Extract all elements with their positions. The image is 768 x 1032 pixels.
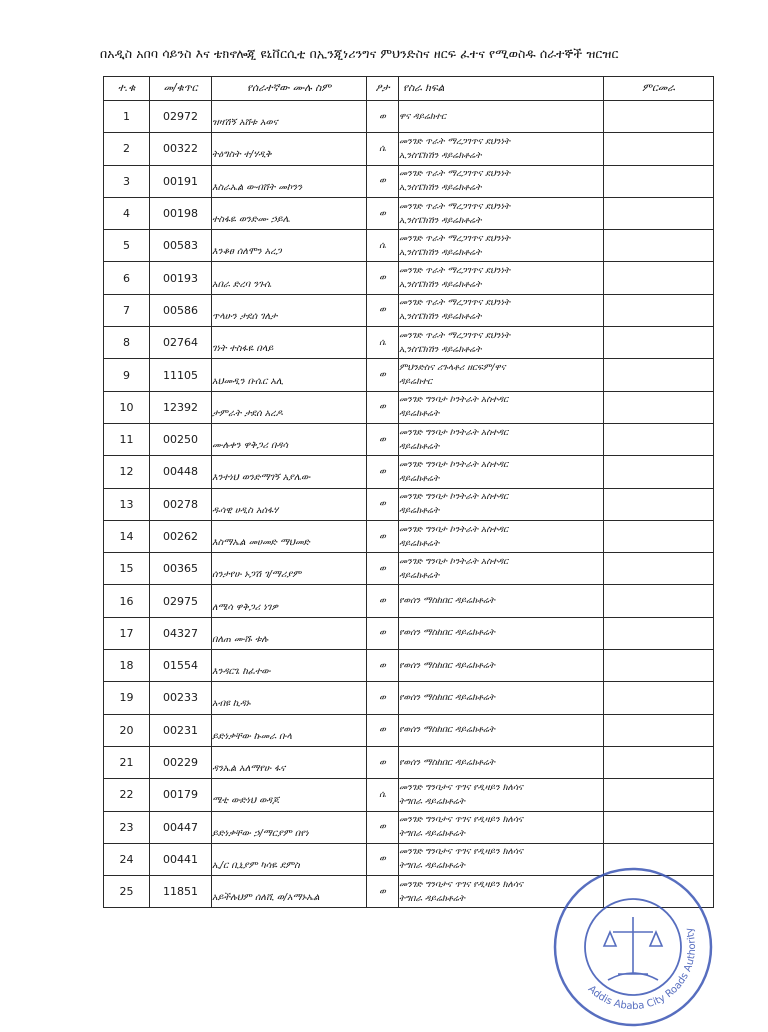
employee-code: 00365 [150,553,212,585]
row-number: 21 [104,746,150,778]
department-cell [399,585,604,617]
employee-name: አህመዲን ቡሴር አሊ [212,375,284,387]
department-line: መንገድ ግንባታ ኮንትራት አስተዳር [399,524,509,535]
table-row [104,585,714,617]
row-number: 18 [104,650,150,682]
employee-code: 00229 [150,746,212,778]
row-number: 15 [104,553,150,585]
employee-name: ገነት ተስፋዬ በላይ [212,343,274,355]
stamp-emblem-icon [604,917,662,980]
employee-sex: ወ [367,262,399,294]
employee-name-cell [212,779,367,811]
department-cell [399,197,604,229]
employee-name: አበራ ድረባ ንጉሴ [212,278,272,290]
department-cell [399,101,604,133]
department-line: ዳይሬክቶሬት [399,473,440,484]
department-line: ዳይሬክቶሬት [399,570,440,581]
row-number: 16 [104,585,150,617]
remark-cell [604,650,714,682]
employee-name: ይድነቃቸው ኃ/ማርያም በየነ [212,827,309,839]
employee-sex: ሴ [367,327,399,359]
employee-name-cell [212,488,367,520]
table-row [104,746,714,778]
department-line: መንገድ ጥራት ማረጋገጥና ደህንነት [399,201,511,212]
employee-code: 00193 [150,262,212,294]
employee-code: 11851 [150,876,212,908]
employee-name-cell [212,294,367,326]
employee-name: ኢ/ር ቢኒያም ካሳዬ ደምስ [212,859,300,871]
employee-sex: ወ [367,553,399,585]
remark-cell [604,359,714,391]
remark-cell [604,779,714,811]
employee-code: 00322 [150,133,212,165]
row-number: 2 [104,133,150,165]
remark-cell [604,585,714,617]
employee-name-cell [212,197,367,229]
employee-name: ለሜሳ ዋቅጋሪ ነገዎ [212,601,278,613]
employee-code: 00441 [150,843,212,875]
department-cell [399,359,604,391]
employee-code: 11105 [150,359,212,391]
table-row [104,262,714,294]
employee-name-cell [212,682,367,714]
department-line: ዳይሬክቶሬት [399,441,440,452]
department-line: ትግበራ ዳይሬክቶሬት [399,796,465,807]
employee-name: አይችሉህም ሰለሺ ወ/አማኑኤል [212,892,320,904]
employee-sex: ወ [367,359,399,391]
employee-code: 00250 [150,423,212,455]
row-number: 9 [104,359,150,391]
department-line: ትግበራ ዳይሬክቶሬት [399,861,465,872]
remark-cell [604,101,714,133]
department-line: መንገድ ግንባታ ኮንትራት አስተዳር [399,427,509,438]
employee-sex: ወ [367,423,399,455]
remark-cell [604,230,714,262]
employee-sex: ሴ [367,133,399,165]
department-line: የወሰን ማስከበር ዳይሬክቶሬት [399,757,496,768]
department-line: ትግበራ ዳይሬክቶሬት [399,893,465,904]
employee-code: 01554 [150,650,212,682]
department-line: መንገድ ግንባታ ኮንትራት አስተዳር [399,395,509,406]
employee-name-cell [212,456,367,488]
row-number: 5 [104,230,150,262]
department-line: የወሰን ማስከበር ዳይሬክቶሬት [399,660,496,671]
remark-cell [604,423,714,455]
department-cell [399,779,604,811]
table-row [104,327,714,359]
department-line: የወሰን ማስከበር ዳይሬክቶሬት [399,725,496,736]
row-number: 24 [104,843,150,875]
row-number: 10 [104,391,150,423]
row-number: 19 [104,682,150,714]
employee-name: ዱሳዊ ሀዲስ አሰፋሃ [212,504,279,516]
row-number: 25 [104,876,150,908]
remark-cell [604,327,714,359]
remark-cell [604,520,714,552]
employee-sex: ወ [367,682,399,714]
row-number: 23 [104,811,150,843]
table-row [104,553,714,585]
employee-name-cell [212,843,367,875]
employee-name: ታምራት ታደሰ አረዶ [212,407,283,419]
employee-sex: ወ [367,585,399,617]
department-line: የወሰን ማስከበር ዳይሬክቶሬት [399,596,496,607]
employee-name: ሰንታየሁ ኑጋሽ ገ/ማሪያም [212,569,302,581]
employee-name: ተስፋዬ ወንድሙ ኃይሌ [212,214,290,226]
employee-name-cell [212,101,367,133]
department-line: ዳይሬክተር [399,377,433,388]
employee-name-cell [212,520,367,552]
table-row [104,133,714,165]
department-line: ምህንድስና ሪጉላቶሪ ዘርፍም/ዋና [399,363,506,374]
employee-code: 02972 [150,101,212,133]
department-cell [399,520,604,552]
department-cell [399,488,604,520]
table-row [104,811,714,843]
employee-name: እስራኤል ውብሸት መኮንን [212,181,303,193]
department-line: መንገድ ጥራት ማረጋገጥና ደህንነት [399,330,511,341]
employee-sex: ወ [367,876,399,908]
table-row [104,488,714,520]
table-row [104,165,714,197]
remark-cell [604,714,714,746]
official-stamp [548,862,718,1032]
employee-name: እስማኤል መሀመድ ማህመድ [212,537,310,548]
employee-code: 00586 [150,294,212,326]
header-no: ተ.ቁ [104,77,150,101]
employee-name-cell [212,262,367,294]
remark-cell [604,811,714,843]
employee-sex: ወ [367,520,399,552]
table-row [104,197,714,229]
employee-sex: ወ [367,650,399,682]
employee-name-cell [212,133,367,165]
department-cell [399,714,604,746]
remark-cell [604,294,714,326]
employee-sex: ወ [367,391,399,423]
department-line: ዳይሬክቶሬት [399,409,440,420]
row-number: 1 [104,101,150,133]
employee-name-cell [212,359,367,391]
row-number: 8 [104,327,150,359]
employee-name: እንዳርጌ ከፈተው [212,666,271,678]
employee-name: እንተነህ ወንድማገኝ አያሌው [212,472,311,484]
department-line: መንገድ ግንባታና ጥገና የዲዛይን ክለሳና [399,847,523,858]
employee-sex: ወ [367,843,399,875]
stamp-ring-text: Addis Ababa City Roads Authority [585,926,699,1013]
header-code: መ/ቁጥር [150,77,212,101]
table-row [104,779,714,811]
row-number: 4 [104,197,150,229]
department-cell [399,230,604,262]
department-cell [399,423,604,455]
department-line: ዳይሬክቶሬት [399,506,440,517]
employee-name-cell [212,876,367,908]
department-line: ኢንስፔክሽን ዳይሬክቶሬት [399,312,482,323]
department-line: ትግበራ ዳይሬክቶሬት [399,829,465,840]
remark-cell [604,391,714,423]
department-line: ኢንስፔክሽን ዳይሬክቶሬት [399,183,482,194]
table-row [104,294,714,326]
employee-name-cell [212,617,367,649]
employee-code: 00262 [150,520,212,552]
department-cell [399,553,604,585]
department-line: መንገድ ግንባታና ጥገና የዲዛይን ክለሳና [399,815,523,826]
remark-cell [604,682,714,714]
employee-sex: ወ [367,811,399,843]
department-cell [399,650,604,682]
employee-name: ጥላሁን ታደሰ ገለታ [212,310,278,322]
employee-sex: ወ [367,294,399,326]
department-line: የወሰን ማስከበር ዳይሬክቶሬት [399,628,496,639]
row-number: 12 [104,456,150,488]
table-row [104,650,714,682]
employee-table [103,76,714,908]
department-line: ኢንስፔክሽን ዳይሬክቶሬት [399,247,482,258]
department-cell [399,391,604,423]
employee-code: 02975 [150,585,212,617]
department-line: የወሰን ማስከበር ዳይሬክቶሬት [399,692,496,703]
header-sex: ፆታ [367,77,399,101]
employee-sex: ወ [367,197,399,229]
department-line: መንገድ ጥራት ማረጋገጥና ደህንነት [399,266,511,277]
employee-name: ዳንኤል አለማየሁ ፋና [212,763,286,775]
remark-cell [604,456,714,488]
table-body [104,101,714,908]
department-cell [399,165,604,197]
department-cell [399,746,604,778]
row-number: 11 [104,423,150,455]
employee-name-cell [212,327,367,359]
employee-name: በለጠ ሙሹ ቱሉ [212,633,269,645]
row-number: 14 [104,520,150,552]
employee-name-cell [212,811,367,843]
employee-sex: ወ [367,488,399,520]
department-line: መንገድ ግንባታ ኮንትራት አስተዳር [399,492,509,503]
employee-name-cell [212,650,367,682]
department-line: መንገድ ግንባታና ጥገና የዲዛይን ክለሳና [399,879,523,890]
employee-sex: ወ [367,617,399,649]
remark-cell [604,617,714,649]
department-line: መንገድ ጥራት ማረጋገጥና ደህንነት [399,136,511,147]
employee-name-cell [212,746,367,778]
employee-sex: ወ [367,101,399,133]
employee-code: 12392 [150,391,212,423]
employee-name-cell [212,230,367,262]
employee-name-cell [212,714,367,746]
employee-sex: ሴ [367,779,399,811]
table-row [104,101,714,133]
department-line: ኢንስፔክሽን ዳይሬክቶሬት [399,344,482,355]
department-line: ኢንስፔክሽን ዳይሬክቶሬት [399,150,482,161]
department-cell [399,327,604,359]
department-line: መንገድ ግንባታ ኮንትራት አስተዳር [399,459,509,470]
remark-cell [604,746,714,778]
employee-sex: ወ [367,746,399,778]
employee-name: አብዩ ኪዳኑ [212,698,251,710]
department-cell [399,133,604,165]
employee-code: 00583 [150,230,212,262]
department-line: መንገድ ጥራት ማረጋገጥና ደህንነት [399,233,511,244]
table-row [104,682,714,714]
employee-sex: ወ [367,165,399,197]
table-row [104,423,714,455]
header-name: የሰራተኛው ሙሉ ስም [212,77,367,101]
employee-code: 00447 [150,811,212,843]
table-row [104,456,714,488]
department-line: መንገድ ጥራት ማረጋገጥና ደህንነት [399,169,511,180]
row-number: 3 [104,165,150,197]
department-line: ዋና ዳይሬክተር [399,111,446,122]
header-remark: ምርመራ [604,77,714,101]
employee-sex: ወ [367,456,399,488]
row-number: 13 [104,488,150,520]
employee-sex: ሴ [367,230,399,262]
employee-name-cell [212,423,367,455]
remark-cell [604,165,714,197]
remark-cell [604,133,714,165]
document-title: በአዲስ አበባ ሳይንስ እና ቴክኖሎጂ ዩኒቨርሲቲ በኢንጂነሪንግና ምህንድስና ዘርፍ ፈተና የሚወስዱ ሰራተኞች ዝርዝር [100,46,619,61]
row-number: 17 [104,617,150,649]
remark-cell [604,197,714,229]
employee-code: 00278 [150,488,212,520]
employee-code: 00233 [150,682,212,714]
department-line: መንገድ ግንባታ ኮንትራት አስተዳር [399,556,509,567]
employee-code: 02764 [150,327,212,359]
table-row [104,714,714,746]
row-number: 20 [104,714,150,746]
header-dept: የስራ ክፍል [399,77,604,101]
employee-code: 00179 [150,779,212,811]
department-line: ኢንስፔክሽን ዳይሬክቶሬት [399,280,482,291]
employee-name-cell [212,585,367,617]
department-cell [399,262,604,294]
table-row [104,230,714,262]
employee-name: ሜቲ ውድነህ ወዳጆ [212,795,279,807]
employee-name-cell [212,165,367,197]
department-line: ኢንስፔክሽን ዳይሬክቶሬት [399,215,482,226]
department-cell [399,294,604,326]
department-cell [399,811,604,843]
table-row [104,520,714,552]
remark-cell [604,553,714,585]
employee-code: 00191 [150,165,212,197]
remark-cell [604,488,714,520]
row-number: 6 [104,262,150,294]
table-row [104,359,714,391]
table-header-row [104,77,714,101]
department-cell [399,617,604,649]
department-cell [399,456,604,488]
row-number: 22 [104,779,150,811]
department-line: መንገድ ጥራት ማረጋገጥና ደህንነት [399,298,511,309]
employee-code: 00231 [150,714,212,746]
department-line: ዳይሬክቶሬት [399,538,440,549]
employee-name: ይድነቃቸው ኩመራ ቡላ [212,730,292,742]
employee-sex: ወ [367,714,399,746]
employee-name: ትዕግስት ተ/ሃዲቅ [212,149,272,161]
employee-code: 04327 [150,617,212,649]
employee-name: እንቆፀ ሰለሞን አረጋ [212,246,282,258]
remark-cell [604,262,714,294]
employee-name: ዝዛሽኝ አሸቱ አወና [212,117,278,129]
table-row [104,617,714,649]
row-number: 7 [104,294,150,326]
employee-name-cell [212,391,367,423]
table-row [104,391,714,423]
employee-name-cell [212,553,367,585]
employee-code: 00198 [150,197,212,229]
employee-name: ሙሉቀን ዋቅጋሪ በዳሳ [212,440,288,452]
employee-code: 00448 [150,456,212,488]
department-cell [399,682,604,714]
department-line: መንገድ ግንባታና ጥገና የዲዛይን ክለሳና [399,782,523,793]
